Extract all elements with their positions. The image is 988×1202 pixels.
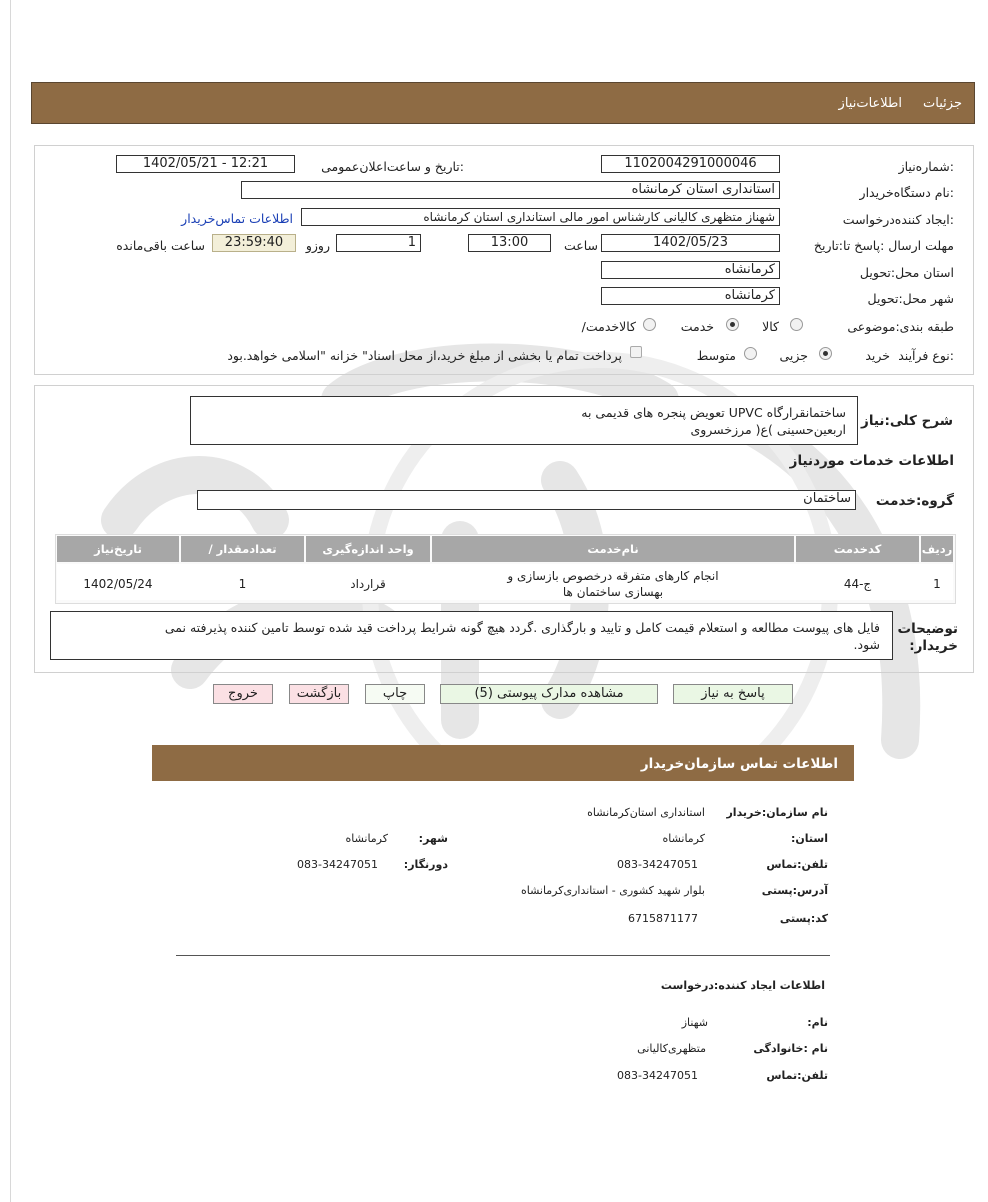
creator-label: ایجاد کننده‌درخواست: <box>842 212 954 227</box>
cell-index: 1 <box>933 577 941 591</box>
time-label: ساعت <box>563 238 598 253</box>
tab-need-info[interactable]: اطلاعات‌نیاز <box>838 96 902 111</box>
col-header-qty: / تعدادمقدار <box>181 536 304 562</box>
process-option-medium: متوسط <box>696 348 736 363</box>
contact-city-value: کرمانشاه <box>345 832 388 845</box>
postal-code-label: کد:پستی <box>779 912 828 925</box>
exit-button[interactable]: خروج <box>213 684 273 704</box>
deadline-date-field: 1402/05/23 <box>601 234 780 252</box>
fax-label: :دورنگار <box>403 858 448 871</box>
cell-date: 1402/05/24 <box>83 577 153 591</box>
fax-value: 083-34247051 <box>297 858 378 871</box>
process-option-minor: جزیی <box>779 348 808 363</box>
remaining-label: ساعت باقی‌مانده <box>116 238 205 253</box>
col-header-row: ردیف <box>921 536 953 562</box>
org-label: نام سازمان:خریدار <box>726 806 828 819</box>
creator-field: شهناز متظهری کالیانی کارشناس امور مالی استانداری استان کرمانشاه <box>301 208 780 226</box>
category-radio-service[interactable] <box>726 318 739 331</box>
col-header-name: نام‌خدمت <box>432 536 794 562</box>
announce-field: 1402/05/21 - 12:21 <box>116 155 295 173</box>
col-header-unit: واحد اندازه‌گیری <box>306 536 430 562</box>
services-title: اطلاعات خدمات موردنیاز <box>789 453 954 469</box>
creator-phone-label: تلفن:تماس <box>766 1069 828 1082</box>
category-option-goods: کالا <box>762 319 779 334</box>
address-value: بلوار شهید کشوری - استانداری‌کرمانشاه <box>520 884 705 897</box>
deadline-label: مهلت ارسال :پاسخ تا:تاریخ <box>813 238 954 253</box>
province-label: استان محل:تحویل <box>859 265 954 280</box>
postal-code-value: 6715871177 <box>628 912 698 925</box>
cell-name-line2: بهسازی ساختمان ها <box>562 585 664 599</box>
city-label: شهر محل:تحویل <box>867 291 954 306</box>
cell-name-line1: انجام کارهای متفرقه درخصوص بازسازی و <box>507 569 719 583</box>
creator-name-label: :نام <box>807 1016 828 1029</box>
details-header <box>31 82 975 124</box>
creator-family-value: متظهری‌کالیانی <box>637 1042 706 1055</box>
org-value: استانداری استان‌کرمانشاه <box>587 806 705 819</box>
category-option-service: خدمت <box>680 319 714 334</box>
reply-button[interactable]: پاسخ به نیاز <box>673 684 793 704</box>
process-radio-medium[interactable] <box>744 347 757 360</box>
address-label: آدرس:پستی <box>761 884 828 897</box>
buyer-contact-link[interactable]: اطلاعات تماس‌خریدار <box>181 211 293 226</box>
summary-label: شرح کلی:نیاز <box>861 413 953 429</box>
creator-info-title: اطلاعات ایجاد کننده:درخواست <box>660 979 825 992</box>
cell-qty: 1 <box>238 577 247 591</box>
buyer-notes-label-1: توضیحات <box>897 621 958 637</box>
col-header-code: کدخدمت <box>796 536 919 562</box>
days-field: 1 <box>336 234 421 252</box>
treasury-payment-note: پرداخت تمام یا بخشی از مبلغ خرید،از محل اسناد" خزانه "اسلامی خواهد.بود <box>227 348 622 363</box>
treasury-payment-checkbox[interactable] <box>630 346 642 358</box>
service-group-field: ساختمان <box>197 490 856 510</box>
buyer-notes-line-1: فایل های پیوست مطالعه و استعلام قیمت کامل و تایید و بارگذاری .گردد هیچ گونه شرایط پرداخت قید شده توسط تامین کننده پذیرفته نمی <box>164 620 880 635</box>
contact-province-label: :استان <box>790 832 828 845</box>
cell-code: ج-44 <box>843 577 872 591</box>
tab-details[interactable]: جزئیات <box>923 96 962 111</box>
cell-unit: قرارداد <box>350 577 386 591</box>
creator-name-value: شهناز <box>681 1016 708 1029</box>
creator-phone-value: 083-34247051 <box>617 1069 698 1082</box>
days-label: روزو <box>305 238 330 253</box>
countdown-timer: 23:59:40 <box>212 234 296 252</box>
page-left-border <box>10 0 11 1202</box>
process-radio-minor[interactable] <box>819 347 832 360</box>
category-radio-goods-service[interactable] <box>643 318 656 331</box>
announce-label: تاریخ و ساعت‌اعلان‌عمومی: <box>321 159 464 174</box>
creator-family-label: نام :خانوادگی <box>753 1042 828 1055</box>
view-attachments-button[interactable]: مشاهده مدارک پیوستی (5) <box>440 684 658 704</box>
contact-title: اطلاعات تماس سازمان‌خریدار <box>640 756 838 772</box>
contact-province-value: کرمانشاه <box>662 832 705 845</box>
buyer-notes-line-2: .شود <box>853 637 880 652</box>
need-number-label: شماره‌نیاز: <box>898 159 954 174</box>
buyer-field: استانداری استان کرمانشاه <box>241 181 780 199</box>
buyer-notes-box <box>50 611 893 660</box>
city-field: کرمانشاه <box>601 287 780 305</box>
need-form-panel <box>34 145 974 375</box>
deadline-time-field: 13:00 <box>468 234 551 252</box>
phone-label: تلفن:تماس <box>766 858 828 871</box>
province-field: کرمانشاه <box>601 261 780 279</box>
section-divider <box>176 955 830 956</box>
summary-box <box>190 396 858 445</box>
back-button[interactable]: بازگشت <box>289 684 349 704</box>
category-radio-goods[interactable] <box>790 318 803 331</box>
phone-value: 083-34247051 <box>617 858 698 871</box>
process-kharid-label: خرید <box>865 348 890 363</box>
contact-city-label: :شهر <box>418 832 448 845</box>
need-number-field: 1102004291000046 <box>601 155 780 173</box>
buyer-label: نام دستگاه‌خریدار: <box>859 185 954 200</box>
category-label: طبقه بندی:موضوعی <box>847 319 954 334</box>
process-label: نوع فرآیند: <box>898 348 954 363</box>
service-group-label: گروه:خدمت <box>875 493 954 509</box>
summary-line-1: تعویض پنجره های قدیمی به UPVC ساختمانقرارگاه <box>581 405 846 420</box>
summary-line-2: اربعین‌حسینی )ع( مرزخسروی <box>690 422 846 437</box>
print-button[interactable]: چاپ <box>365 684 425 704</box>
category-option-goods-service: /کالاخدمت <box>581 319 636 334</box>
col-header-date: تاریخ‌نیاز <box>57 536 179 562</box>
buyer-notes-label-2: :خریدار <box>909 638 958 654</box>
